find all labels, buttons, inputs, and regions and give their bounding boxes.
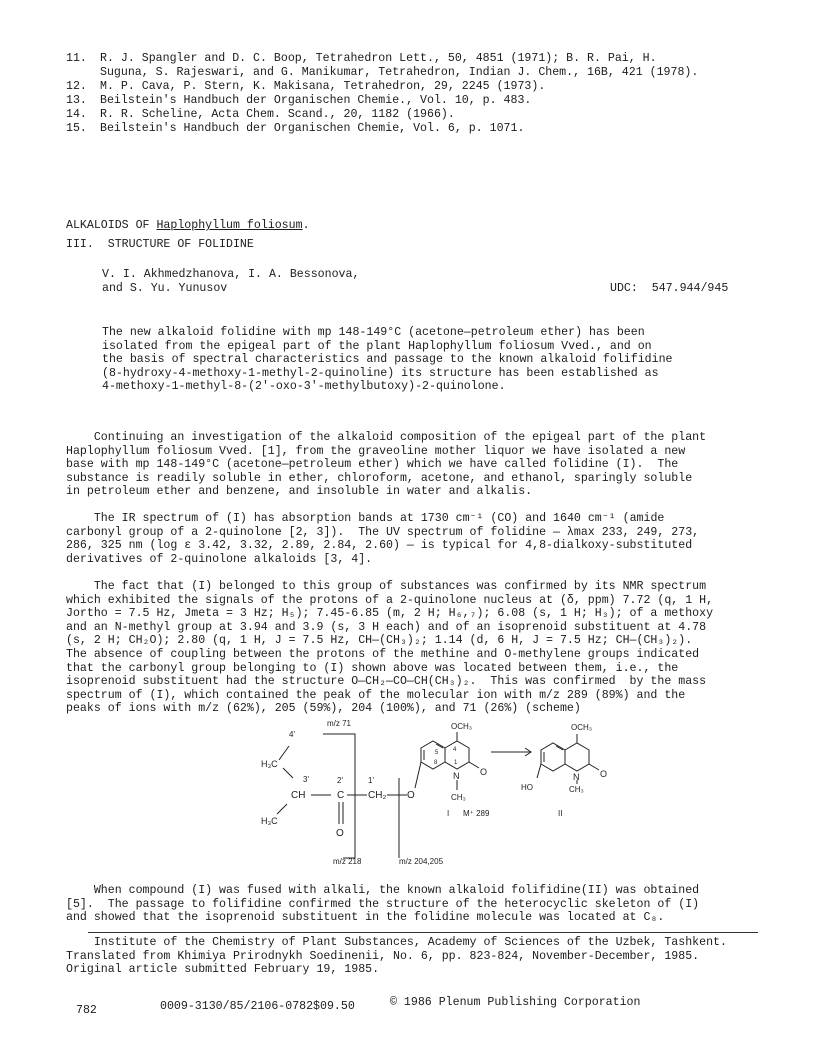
fragmentation-scheme	[255, 718, 615, 866]
reference-11: 11. R. J. Spangler and D. C. Boop, Tetrahedron Lett., 50, 4851 (1971); B. R. Pai, H.	[66, 52, 657, 65]
compound-i-label: I	[447, 809, 450, 818]
n-label-2: N	[573, 772, 580, 782]
ring-o-label-2: O	[600, 769, 608, 779]
abstract: The new alkaloid folidine with mp 148-149°C (acetone—petroleum ether) has been isolated from the epigeal part of the plant Haplophyllum foliosum Vved., and on the basis of spectral characteristics and passage to the known alkaloid folifidine (8-hydroxy-4-methoxy-1-methyl-2-quinoline) its structure has been established as 4-methoxy-1-methyl-8-(2'-oxo-3'-methylbutoxy)-2-quinolone.	[102, 326, 673, 394]
ch2-label: CH₂	[368, 790, 387, 801]
compound-ii-label: II	[558, 809, 563, 818]
paragraph-4: When compound (I) was fused with alkali, the known alkaloid folifidine(II) was obtained [5]. The passage to folifidine confirmed the structure of the heterocyclic skeleton of (I) and showed that the isoprenoid substituent in the folidine molecule was located at C₈.	[66, 884, 700, 925]
reference-15: 15. Beilstein's Handbuch der Organischen Chemie, Vol. 6, p. 1071.	[66, 122, 525, 135]
ring-position-4: 4	[453, 747, 457, 753]
carbonyl-c-label: C	[337, 790, 345, 801]
h3c-bottom-label: H₃C	[261, 816, 278, 826]
copyright-notice: © 1986 Plenum Publishing Corporation	[390, 996, 641, 1009]
udc-code: UDC: 547.944/945	[610, 282, 729, 295]
paragraph-2: The IR spectrum of (I) has absorption bands at 1730 cm⁻¹ (CO) and 1640 cm⁻¹ (amide carbonyl group of a 2-quinolone [2, 3]). The UV spectrum of folidine — λmax 233, 249, 273, 286, 325 nm (log ε 3.42, 3.32, 2.89, 2.84, 2.60) — is typical for 4,8-dialkoxy-substituted derivatives of 2-quinolone alkaloids [3, 4].	[66, 512, 700, 566]
h3c-top-label: H₃C	[261, 759, 278, 769]
article-subtitle: III. STRUCTURE OF FOLIDINE	[66, 238, 254, 251]
reference-12: 12. M. P. Cava, P. Stern, K. Makisana, Tetrahedron, 29, 2245 (1973).	[66, 80, 546, 93]
mz-204-label: m/z 204,205	[399, 857, 444, 866]
ring-position-5: 5	[435, 750, 439, 756]
carbonyl-o-label: O	[336, 828, 344, 839]
reference-13: 13. Beilstein's Handbuch der Organischen Chemie., Vol. 10, p. 483.	[66, 94, 532, 107]
publication-code: 0009-3130/85/2106-0782$09.50	[160, 1000, 355, 1013]
page-number: 782	[76, 1004, 97, 1017]
article-title: ALKALOIDS OF Haplophyllum foliosum.	[66, 219, 310, 232]
ring-o-label-1: O	[480, 767, 488, 777]
reference-14: 14. R. R. Scheline, Acta Chem. Scand., 20, 1182 (1966).	[66, 108, 455, 121]
molecular-ion-label: M⁺ 289	[463, 809, 490, 818]
footnote-divider	[88, 932, 758, 933]
n-label-1: N	[453, 771, 460, 781]
authors-line-1: V. I. Akhmedzhanova, I. A. Bessonova,	[102, 268, 360, 281]
footnote: Institute of the Chemistry of Plant Substances, Academy of Sciences of the Uzbek, Tashkent. Translated from Khimiya Prirodnykh Soedinenii, No. 6, pp. 823-824, November-December, 1985. Original article submitted February 19, 1985.	[66, 936, 727, 977]
ch-label: CH	[291, 790, 306, 801]
ch3-label-2: CH₃	[569, 785, 584, 794]
ho-label: HO	[521, 783, 533, 792]
paragraph-1: Continuing an investigation of the alkaloid composition of the epigeal part of the plant Haplophyllum foliosum Vved. [1], from the graveoline mother liquor we have isolated a new base with mp 148-149°C (acetone—petroleum ether) which we have called folidine (I). The substance is readily soluble in ether, chloroform, acetone, and ethanol, sparingly soluble in petroleum ether and benzene, and insoluble in water and alkalis.	[66, 431, 707, 499]
pos-3-prime: 3'	[303, 775, 309, 784]
ch3-label-1: CH₃	[451, 793, 466, 802]
ring-position-1: 1	[454, 760, 458, 766]
och3-label-2: OCH₃	[571, 723, 593, 732]
mz-218-label: m/z 218	[333, 857, 362, 866]
och3-label-1: OCH₃	[451, 722, 473, 731]
authors-line-2: and S. Yu. Yunusov	[102, 282, 228, 295]
pos-4-prime: 4'	[289, 730, 295, 739]
reference-11-cont: Suguna, S. Rajeswari, and G. Manikumar, Tetrahedron, Indian J. Chem., 16B, 421 (1978).	[100, 66, 699, 79]
pos-1-prime: 1'	[368, 776, 374, 785]
paragraph-3: The fact that (I) belonged to this group of substances was confirmed by its NMR spectrum which exhibited the signals of the protons of a 2-quinolone nucleus at (δ, ppm) 7.72 (q, 1 H, Jortho = 7.5 Hz, Jmeta = 3 Hz; H₅); 7.45-6.85 (m, 2 H; H₆,₇); 6.08 (s, 1 H; H₃); of a methoxy and an N-methyl group at 3.94 and 3.9 (s, 3 H each) and of an isoprenoid substituent at 4.78 (s, 2 H; CH₂O); 2.80 (q, 1 H, J = 7.5 Hz, CH—(CH₃)₂; 1.14 (d, 6 H, J = 7.5 Hz; CH—(CH₃)₂). The absence of coupling between the protons of the methine and O-methylene groups indicated that the carbonyl group belonging to (I) shown above was located between them, i.e., the isoprenoid substituent had the structure O—CH₂—CO—CH(CH₃)₂. This was confirmed by the mass spectrum of (I), which contained the peak of the molecular ion with m/z 289 (89%) and the peaks of ions with m/z (62%), 205 (59%), 204 (100%), and 71 (26%) (scheme)	[66, 580, 714, 716]
ether-o-label: O	[407, 790, 415, 801]
mz-71-label: m/z 71	[327, 719, 352, 728]
pos-2-prime: 2'	[337, 776, 343, 785]
ring-position-8: 8	[434, 760, 438, 766]
